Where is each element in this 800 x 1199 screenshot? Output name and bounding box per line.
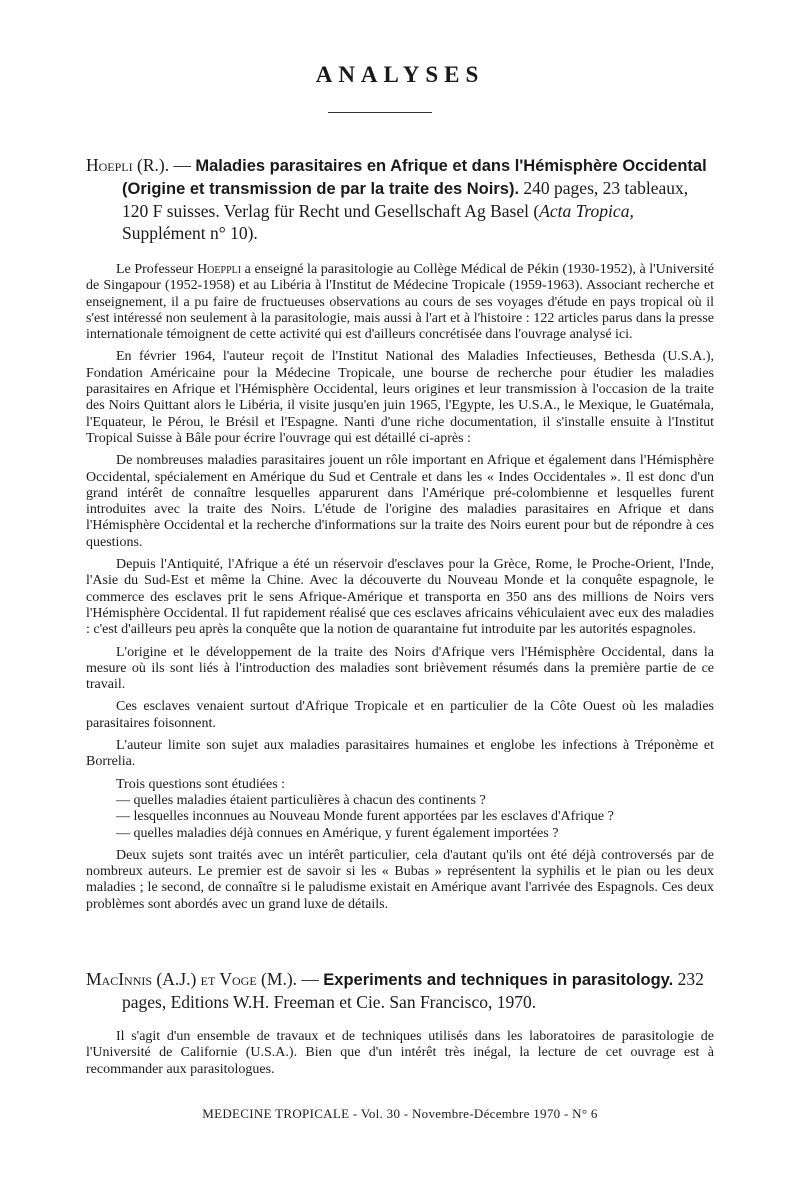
review-heading: [86, 154, 714, 244]
paragraph: L'origine et le développement de la traite des Noirs d'Afrique vers l'Hémisphère Occidental, dans la mesure où ils sont liés à l'introduction des maladies sont brièvement résumés dans la première partie de ce travail.: [86, 644, 714, 693]
review-publication-info: 232 pages, Editions W.H. Freeman et Cie. San Francisco, 1970.: [122, 969, 704, 1012]
review-hoepli: [86, 154, 714, 919]
paragraph: Deux sujets sont traités avec un intérêt particulier, cela d'autant qu'ils ont été déjà controversés par de nombreux auteurs. Le premier est de savoir si les « Bubas » représentent la syphilis et le pian ou les deux maladies ; le second, de connaître si le paludisme existait en Amérique avant l'arrivée des Espagnols. Ces deux problèmes sont abordés avec un grand luxe de détails.: [86, 847, 714, 912]
review-author: MacInnis (A.J.) et Voge (M.). —: [86, 969, 319, 989]
list-item: — quelles maladies étaient particulières à chacun des continents ?: [116, 792, 486, 808]
review-macinnis: [86, 968, 714, 1084]
pub-text: 240 pages, 23 tableaux, 120 F suisses. Verlag für Recht und Gesellschaft Ag Basel (: [122, 178, 689, 221]
list-item: — quelles maladies déjà connues en Amérique, y furent également importées ?: [116, 825, 559, 841]
page-title: ANALYSES: [315, 62, 485, 87]
review-author: Hoepli (R.). —: [86, 155, 191, 175]
paragraph: De nombreuses maladies parasitaires jouent un rôle important en Afrique et également dans l'Hémisphère Occidental, spécialement en Amérique du Sud et Centrale et dans les « Indes Occidentales ». Il est donc d'un grand intérêt de connaître lesquelles apparurent dans l'Amérique pré-colombienne et lesquelles furent introduites avec la traite des Noirs. L'étude de l'origine des maladies parasitaires en Afrique et dans l'Hémisphère Occidental et la recherche d'informations sur la traite des Noirs eurent pour but de répondre à ces questions.: [86, 453, 714, 550]
review-book-title: Maladies parasitaires en Afrique et dans l'Hémisphère Occidental (Origine et transmission de par la traite des Noirs).: [122, 157, 707, 198]
pub-supplement: Supplément n° 10).: [122, 223, 258, 243]
pub-journal: Acta Tropica,: [539, 201, 634, 221]
question-list: [86, 777, 714, 842]
review-book-title: Experiments and techniques in parasitology.: [323, 971, 674, 989]
list-item: — lesquelles inconnues au Nouveau Monde furent apportées par les esclaves d'Afrique ?: [116, 809, 614, 825]
paragraph: Depuis l'Antiquité, l'Afrique a été un réservoir d'esclaves pour la Grèce, Rome, le Proche-Orient, l'Inde, l'Asie du Sud-Est et même la Chine. Avec la découverte du Nouveau Monde et la conquête espagnole, le commerce des esclaves prit le sens Afrique-Amérique et transporta en 350 ans des millions de Noirs vers l'Hémisphère Occidental. Il fut rapidement réalisé que ces esclaves africains véhiculaient avec eux des maladies : c'est d'ailleurs peu après la conquête que la notion de quarantaine fut introduite par les autorités espagnoles.: [86, 557, 714, 638]
review-heading: [86, 968, 714, 1013]
paragraph-text: a enseigné la parasitologie au Collège Médical de Pékin (1930-1952), à l'Université de Singapour (1952-1958) et au Libéria à l'Institut de Médecine Tropicale (1959-1963). Associant recherche et enseignement, il a pu faire de fructueuses observations au cours de ses voyages d'étude en pays tropical où il s'est intéressé non seulement à la parasitologie, mais aussi à l'art et à l'histoire : 122 articles parus dans la presse internationale témoignent de cette activité qui est d'ailleurs concrétisée dans l'ouvrage analysé ici.: [86, 262, 714, 343]
paragraph: L'auteur limite son sujet aux maladies parasitaires humaines et englobe les infections à Tréponème et Borrelia.: [86, 738, 714, 770]
paragraph-text: Le Professeur: [116, 262, 198, 277]
paragraph: Ces esclaves venaient surtout d'Afrique Tropicale et en particulier de la Côte Ouest où les maladies parasitaires foisonnent.: [86, 699, 714, 731]
author-name: Hoeppli: [197, 262, 242, 277]
paragraph: En février 1964, l'auteur reçoit de l'Institut National des Maladies Infectieuses, Bethesda (U.S.A.), Fondation Américaine pour la Médecine Tropicale, une bourse de recherche pour étudier les maladies parasitaires en Afrique et l'Hémisphère Occidental, leurs origines et leur transmission à l'occasion de la traite des Noirs Quittant alors le Libéria, il visite jusqu'en juin 1965, l'Egypte, les U.S.A., le Mexique, le Guatémala, l'Equateur, le Pérou, le Brésil et l'Espagne. Nanti d'une riche documentation, il s'installe ensuite à l'Institut Tropical Suisse à Bâle pour écrire l'ouvrage qui est détaillé ci-après :: [86, 349, 714, 446]
paragraph: Il s'agit d'un ensemble de travaux et de techniques utilisés dans les laboratoires de parasitologie de l'Université de Californie (U.S.A.). Bien que d'un intérêt très inégal, la lecture de cet ouvrage est à recommander aux parasitologues.: [86, 1029, 714, 1077]
journal-footer: MEDECINE TROPICALE - Vol. 30 - Novembre-Décembre 1970 - N° 6: [202, 1106, 598, 1121]
title-divider: [328, 112, 432, 113]
list-intro: Trois questions sont étudiées :: [116, 776, 286, 792]
paragraph: [86, 262, 714, 343]
